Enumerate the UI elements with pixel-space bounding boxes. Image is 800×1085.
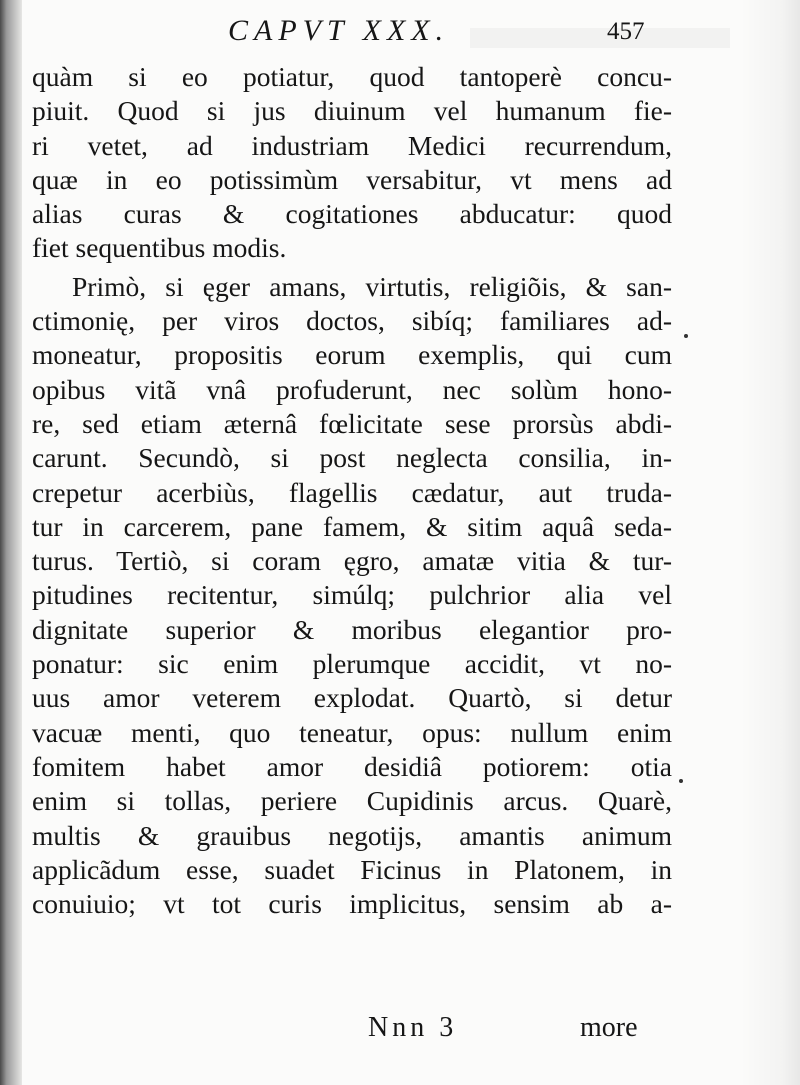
text-line: conuiuio; vt tot curis implicitus, sensim ab a- (32, 888, 672, 920)
page-number: 457 (607, 18, 645, 45)
text-line: tur in carcerem, pane famem, & sitim aquâ seda- (32, 510, 672, 542)
text-line: applicãdum esse, suadet Ficinus in Platonem, in (32, 853, 672, 885)
text-line: enim si tollas, periere Cupidinis arcus. Quarè, (32, 785, 672, 817)
text-line: ponatur: sic enim plerumque accidit, vt no- (32, 648, 672, 680)
text-line: ctimonię, per viros doctos, sibíq; familiares ad- (32, 305, 672, 337)
text-line: carunt. Secundò, si post neglecta consilia, in- (32, 442, 672, 474)
ink-speck (679, 779, 683, 783)
text-line: fomitem habet amor desidiâ potiorem: otia (32, 750, 672, 782)
text-line: quàm si eo potiatur, quod tantoperè concu- (32, 61, 672, 92)
text-line: crepetur acerbiùs, flagellis cædatur, aut truda- (32, 476, 672, 508)
page-edge-shadow (740, 0, 800, 1085)
text-line: re, sed etiam æternâ fœlicitate sese prorsùs abdi- (32, 407, 672, 439)
page-footer (0, 1012, 800, 1052)
text-line: pitudines recitentur, simúlq; pulchrior alia vel (32, 579, 672, 611)
text-line: multis & grauibus negotijs, amantis animum (32, 819, 672, 851)
running-header (0, 6, 800, 56)
catchword: more (580, 1012, 638, 1043)
text-line: vacuæ menti, quo teneatur, opus: nullum enim (32, 716, 672, 748)
page-gutter-shadow (0, 0, 22, 1085)
text-line: quæ in eo potissimùm versabitur, vt mens ad (32, 163, 672, 195)
body-text (32, 60, 672, 921)
text-line: uus amor veterem explodat. Quartò, si detur (32, 682, 672, 714)
text-line: fiet sequentibus modis. (32, 232, 287, 264)
text-line: alias curas & cogitationes abducatur: quod (32, 198, 672, 230)
text-line: opibus vitã vnâ profuderunt, nec solùm hono- (32, 373, 672, 405)
text-line: turus. Tertiò, si coram ęgro, amatæ vitia & tur- (32, 545, 672, 577)
text-line: piuit. Quod si jus diuinum vel humanum fie- (32, 95, 672, 127)
ink-speck (684, 334, 688, 338)
text-line: moneatur, propositis eorum exemplis, qui cum (32, 339, 672, 371)
text-line: ri vetet, ad industriam Medici recurrendum, (32, 129, 672, 161)
text-line: Primò, si ęger amans, virtutis, religiõis, & san- (72, 270, 672, 302)
signature-mark: Nnn 3 (368, 1012, 458, 1043)
text-line: dignitate superior & moribus elegantior pro- (32, 613, 672, 645)
chapter-heading: CAPVT XXX. (228, 14, 450, 47)
